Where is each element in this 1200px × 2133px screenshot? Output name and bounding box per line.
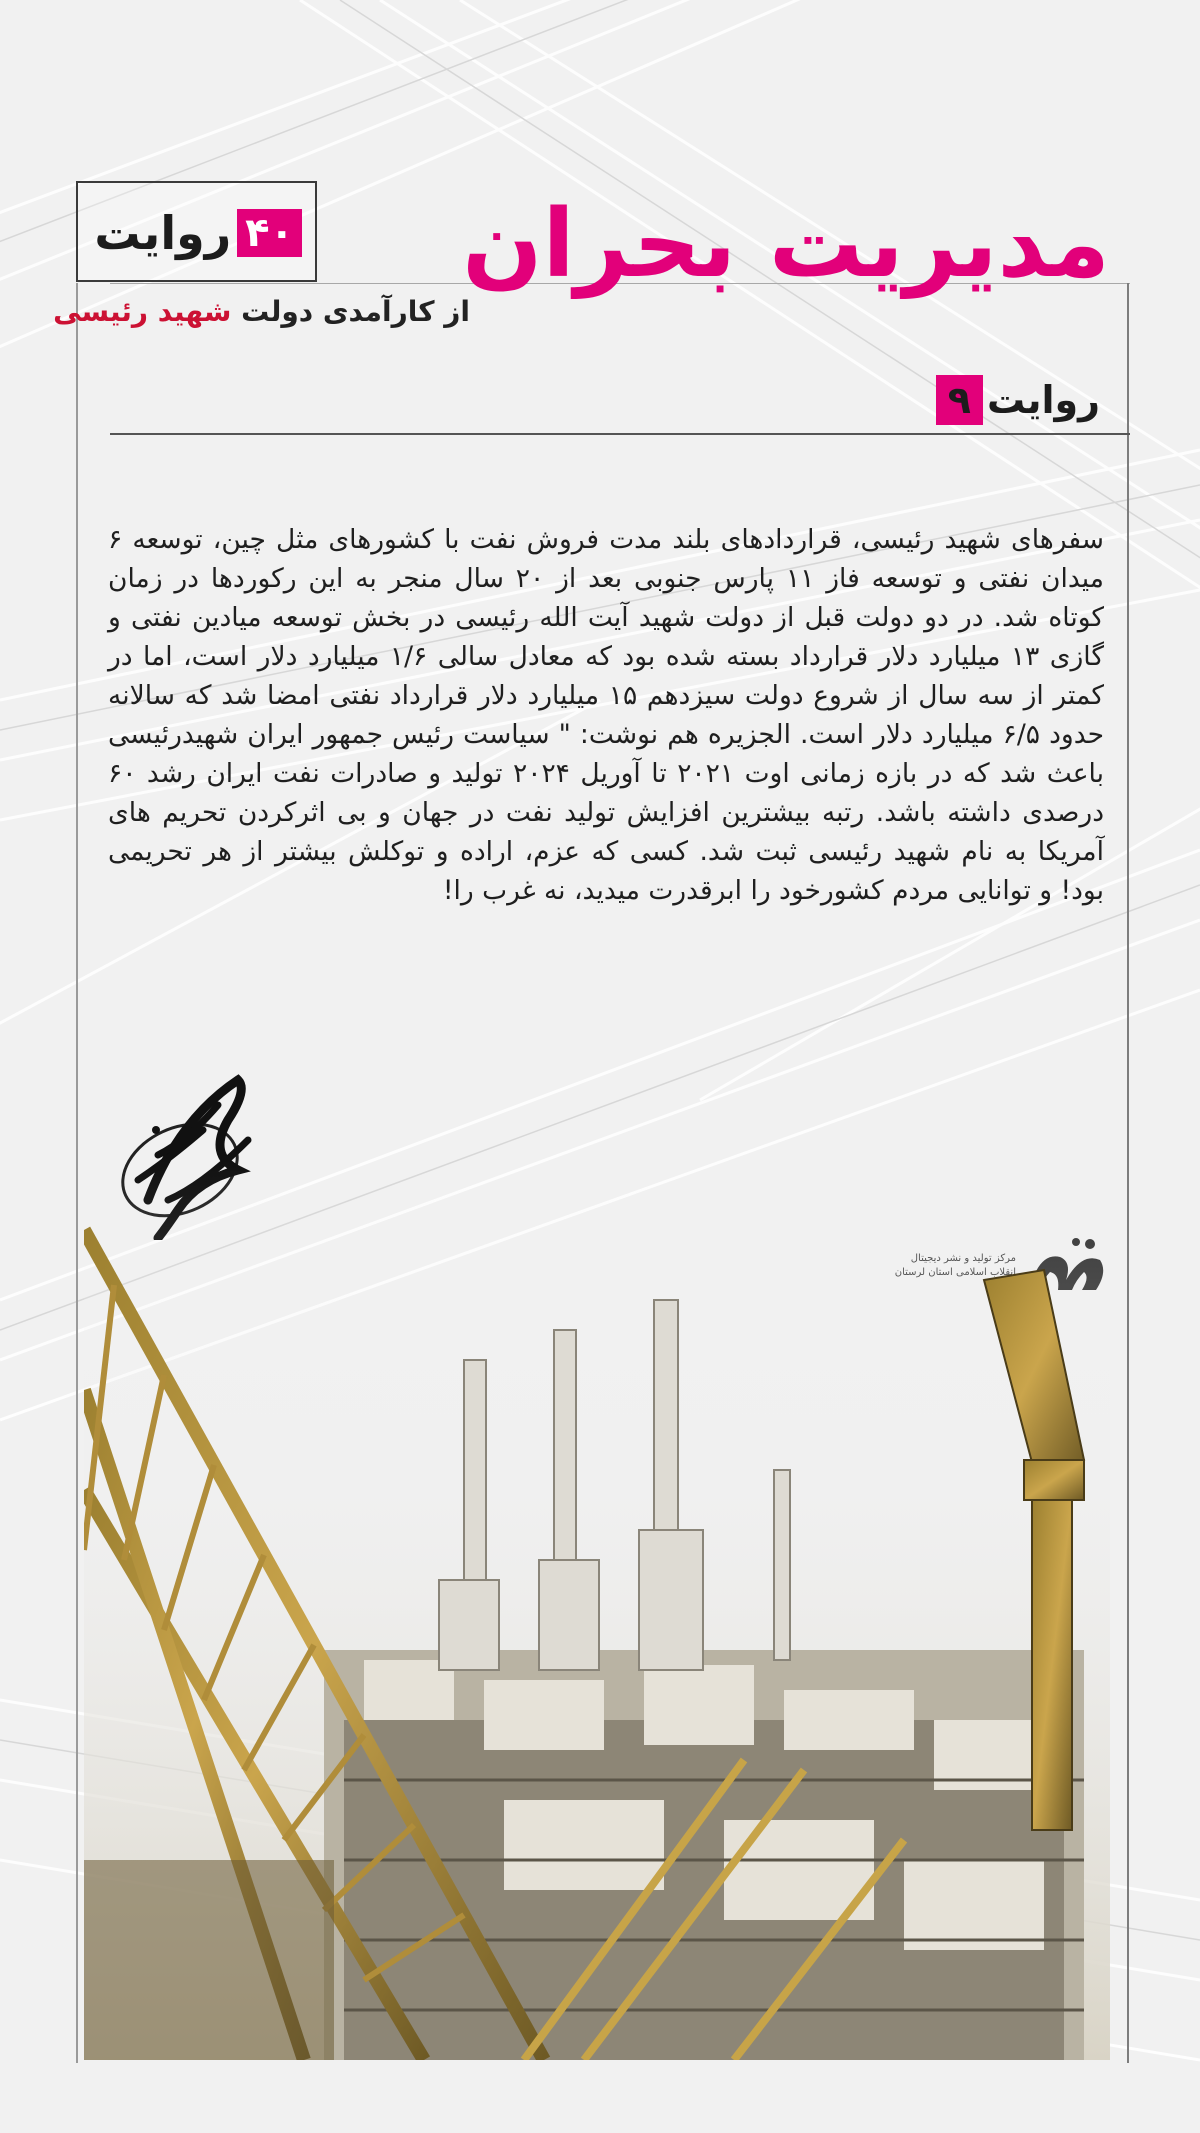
- badge-40-rewayat: [92, 203, 302, 263]
- body-paragraph: سفرهای شهید رئیسی، قراردادهای بلند مدت فروش نفت با کشورهای مثل چین، توسعه ۶ میدان نفتی و توسعه فاز ۱۱ پارس جنوبی بعد از ۲۰ سال منجر به این رکوردها در زمان کوتاه شد. در دو دولت قبل از دولت شهید آیت الله رئیسی در بخش توسعه میادین نفتی و گازی ۱۳ میلیارد دلار قرارداد بسته شده بود که معادل سالی ۱/۶ میلیارد دلار است، اما در کمتر از سه سال از شروع دولت سیزدهم ۱۵ میلیارد دلار قرارداد نفتی امضا شد که سالانه حدود ۶/۵ میلیارد دلار است. الجزیره هم نوشت: " سیاست رئیس جمهور ایران شهیدرئیسی باعث شد که در بازه زمانی اوت ۲۰۲۱ تا آوریل ۲۰۲۴ تولید و صادرات نفت ایران رشد ۶۰ درصدی داشته باشد. رتبه بیشترین افزایش تولید نفت در جهان و بی اثرکردن تحریم های آمریکا به نام شهید رئیسی ثبت شد. کسی که عزم، اراده و توکلش بیشتر از هر تحریمی بود! و توانایی مردم کشورخود را ابرقدرت میدید، نه غرب را!: [108, 524, 1104, 906]
- refinery-photo: [84, 1160, 1110, 2060]
- frame-left-line: [76, 283, 78, 2063]
- subtitle-part2: شهید رئیسی: [53, 295, 232, 328]
- section-number: ۹: [936, 375, 983, 425]
- section-heading: [880, 370, 1100, 430]
- badge-number: ۴۰: [237, 209, 302, 257]
- heading-divider: [110, 433, 1130, 435]
- subtitle: [53, 288, 470, 336]
- subtitle-part1: از کارآمدی دولت: [241, 295, 470, 328]
- section-label: روایت: [986, 378, 1100, 422]
- frame-right-line: [1127, 283, 1129, 2063]
- page-title: مدیریت بحران: [462, 190, 1110, 299]
- badge-label: روایت: [94, 206, 232, 260]
